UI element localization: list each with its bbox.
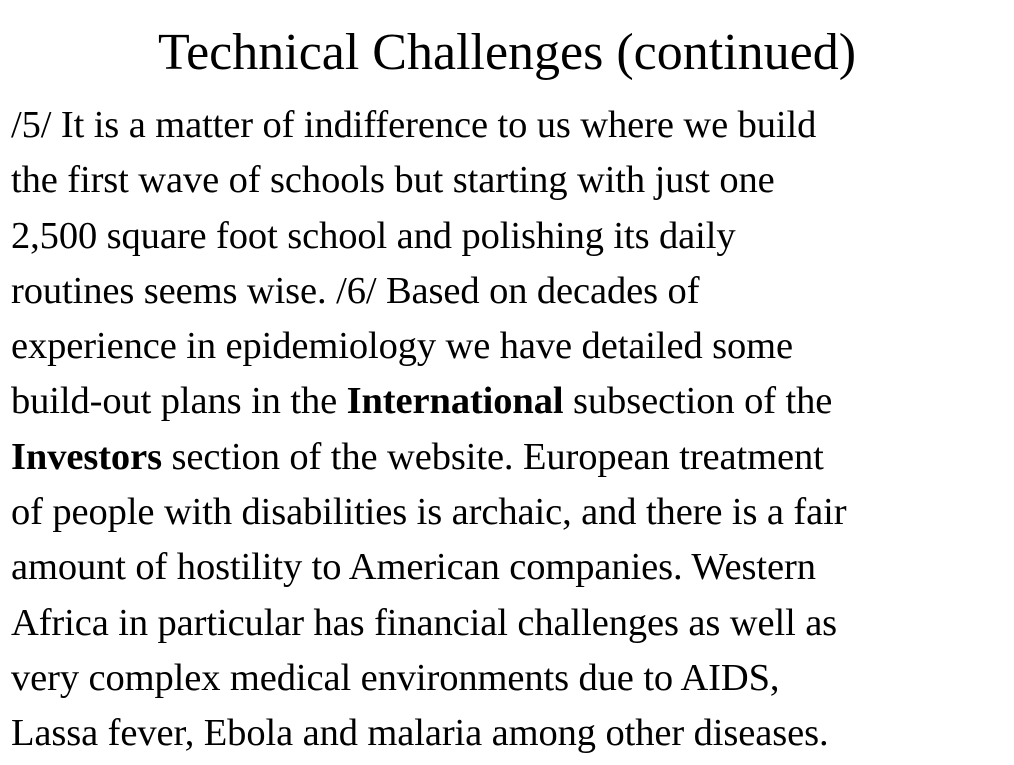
slide-title: Technical Challenges (continued) — [157, 24, 857, 81]
body-line: very complex medical environments due to AIDS, — [11, 656, 780, 699]
international-subsection-reference: International — [346, 380, 564, 423]
body-line: experience in epidemiology we have detailed some — [11, 325, 794, 368]
body-line: Africa in particular has financial challenges as well as — [11, 601, 838, 644]
body-line: Lassa fever, Ebola and malaria among other diseases. — [11, 712, 829, 755]
body-line: the first wave of schools but starting with just one — [11, 159, 775, 202]
body-text-run: build-out plans in the — [11, 380, 347, 423]
body-line: routines seems wise. /6/ Based on decades of — [11, 269, 700, 312]
investors-section-reference: Investors — [11, 435, 162, 478]
body-paragraph — [11, 98, 1006, 762]
body-text-run: section of the website. European treatment — [161, 435, 824, 478]
body-line: /5/ It is a matter of indifference to us where we build — [11, 104, 817, 146]
body-line — [11, 374, 1006, 429]
body-text-run: subsection of the — [563, 380, 833, 423]
body-line: 2,500 square foot school and polishing its daily — [11, 214, 736, 257]
body-line: of people with disabilities is archaic, and there is a fair — [11, 491, 847, 534]
body-line: amount of hostility to American companies. Western — [11, 546, 816, 589]
body-line — [11, 430, 1006, 485]
